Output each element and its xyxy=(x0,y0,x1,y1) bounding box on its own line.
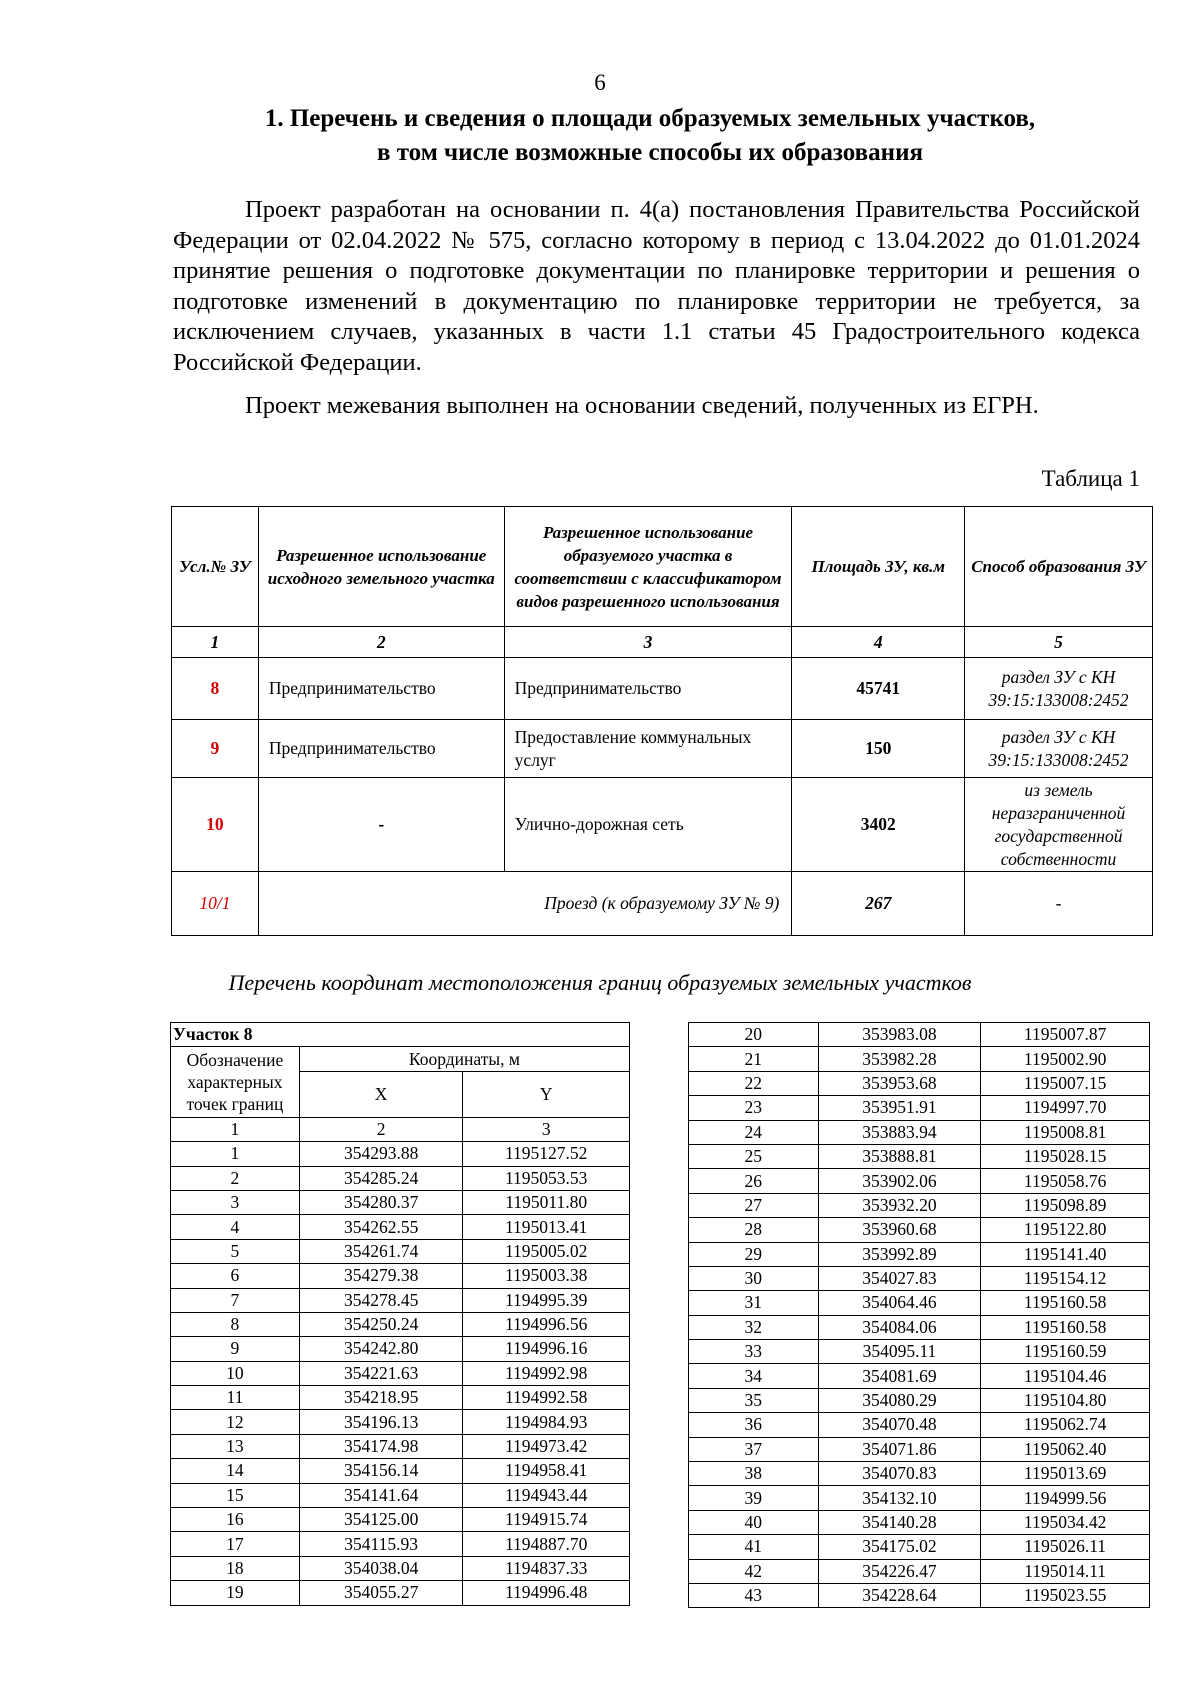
coord-row xyxy=(689,1486,1150,1510)
paragraph-basis: Проект разработан на основании п. 4(а) постановления Правительства Российской Федерации от 02.04.2022 № 575, согласно которому в период с 13.04.2022 до 01.01.2024 принятие решения о подготовке документации по планировке территории и решения о подготовке изменений в документацию по планировке территории не требуется, за исключением случаев, указанных в части 1.1 статьи 45 Градостроительного кодекса Российской Федерации. xyxy=(173,196,1140,376)
coord-row xyxy=(171,1508,630,1532)
coord-y: 1195034.42 xyxy=(981,1510,1150,1534)
coord-row xyxy=(171,1483,630,1507)
point-number: 41 xyxy=(689,1535,819,1559)
coord-x: 354156.14 xyxy=(299,1459,463,1483)
point-number: 3 xyxy=(171,1190,300,1214)
coord-row xyxy=(171,1581,630,1605)
point-number: 15 xyxy=(171,1483,300,1507)
coord-y: 1194999.56 xyxy=(981,1486,1150,1510)
coord-row xyxy=(689,1413,1150,1437)
coord-y: 1195141.40 xyxy=(981,1242,1150,1266)
point-number: 29 xyxy=(689,1242,819,1266)
coord-x: 354174.98 xyxy=(299,1434,463,1458)
coord-x: 353992.89 xyxy=(818,1242,981,1266)
coord-row xyxy=(689,1023,1150,1047)
point-number: 11 xyxy=(171,1386,300,1410)
header-point: Обозначение характерных точек границ xyxy=(171,1047,300,1117)
coord-y: 1194887.70 xyxy=(463,1532,630,1556)
point-number: 39 xyxy=(689,1486,819,1510)
index-cell: 1 xyxy=(172,627,259,658)
formation-way: - xyxy=(965,872,1153,936)
coord-y: 1195058.76 xyxy=(981,1169,1150,1193)
index-cell: 2 xyxy=(299,1117,463,1141)
table-row xyxy=(172,720,1153,778)
plot-number: 8 xyxy=(172,658,259,720)
coord-y: 1195028.15 xyxy=(981,1144,1150,1168)
point-number: 40 xyxy=(689,1510,819,1534)
coord-y: 1195098.89 xyxy=(981,1193,1150,1217)
coord-y: 1195127.52 xyxy=(463,1142,630,1166)
table-index-row xyxy=(172,627,1153,658)
point-number: 22 xyxy=(689,1071,819,1095)
header-x: X xyxy=(299,1071,463,1117)
coord-x: 354115.93 xyxy=(299,1532,463,1556)
index-cell: 5 xyxy=(965,627,1153,658)
point-number: 23 xyxy=(689,1096,819,1120)
table-header-row xyxy=(172,507,1153,627)
coord-x: 354070.83 xyxy=(818,1462,981,1486)
new-use: Предоставление коммунальных услуг xyxy=(504,720,792,778)
point-number: 42 xyxy=(689,1559,819,1583)
plot-number: 9 xyxy=(172,720,259,778)
coord-x: 354132.10 xyxy=(818,1486,981,1510)
coord-y: 1195053.53 xyxy=(463,1166,630,1190)
coord-y: 1194996.16 xyxy=(463,1337,630,1361)
formation-way: раздел ЗУ с КН 39:15:133008:2452 xyxy=(965,720,1153,778)
coord-x: 354095.11 xyxy=(818,1340,981,1364)
coord-y: 1195007.87 xyxy=(981,1023,1150,1047)
coord-x: 354081.69 xyxy=(818,1364,981,1388)
point-number: 33 xyxy=(689,1340,819,1364)
coord-row xyxy=(171,1386,630,1410)
coord-x: 354218.95 xyxy=(299,1386,463,1410)
coord-row xyxy=(689,1071,1150,1095)
coord-x: 354080.29 xyxy=(818,1388,981,1412)
plot-caption: Участок 8 xyxy=(171,1023,630,1047)
point-number: 36 xyxy=(689,1413,819,1437)
point-number: 17 xyxy=(171,1532,300,1556)
coord-x: 354242.80 xyxy=(299,1337,463,1361)
coord-x: 353932.20 xyxy=(818,1193,981,1217)
point-number: 1 xyxy=(171,1142,300,1166)
coord-y: 1194992.58 xyxy=(463,1386,630,1410)
point-number: 4 xyxy=(171,1215,300,1239)
coord-y: 1195104.46 xyxy=(981,1364,1150,1388)
coord-x: 353960.68 xyxy=(818,1218,981,1242)
coord-x: 354038.04 xyxy=(299,1556,463,1580)
coord-y: 1195003.38 xyxy=(463,1264,630,1288)
point-number: 35 xyxy=(689,1388,819,1412)
coord-y: 1195104.80 xyxy=(981,1388,1150,1412)
point-number: 8 xyxy=(171,1312,300,1336)
coord-y: 1195013.69 xyxy=(981,1462,1150,1486)
coord-y: 1195023.55 xyxy=(981,1583,1150,1607)
coord-row xyxy=(171,1288,630,1312)
coord-x: 354285.24 xyxy=(299,1166,463,1190)
table-label: Таблица 1 xyxy=(1041,466,1140,491)
coord-row xyxy=(689,1315,1150,1339)
header-coords: Координаты, м xyxy=(299,1047,629,1071)
coord-row xyxy=(689,1510,1150,1534)
coord-row xyxy=(171,1190,630,1214)
coord-row xyxy=(689,1388,1150,1412)
coord-y: 1195005.02 xyxy=(463,1239,630,1263)
coord-y: 1194997.70 xyxy=(981,1096,1150,1120)
plot-caption-row xyxy=(171,1023,630,1047)
coord-row xyxy=(689,1437,1150,1461)
coord-row xyxy=(689,1559,1150,1583)
coord-row xyxy=(689,1047,1150,1071)
coord-row xyxy=(689,1169,1150,1193)
coord-x: 354278.45 xyxy=(299,1288,463,1312)
point-number: 30 xyxy=(689,1266,819,1290)
table-row xyxy=(172,778,1153,872)
point-number: 25 xyxy=(689,1144,819,1168)
coord-x: 353983.08 xyxy=(818,1023,981,1047)
header-area: Площадь ЗУ, кв.м xyxy=(792,507,965,627)
point-number: 21 xyxy=(689,1047,819,1071)
coord-x: 354064.46 xyxy=(818,1291,981,1315)
coord-y: 1195026.11 xyxy=(981,1535,1150,1559)
point-number: 28 xyxy=(689,1218,819,1242)
point-number: 16 xyxy=(171,1508,300,1532)
point-number: 2 xyxy=(171,1166,300,1190)
table-row xyxy=(172,872,1153,936)
index-cell: 3 xyxy=(463,1117,630,1141)
coord-y: 1195011.80 xyxy=(463,1190,630,1214)
heading-line-1: 1. Перечень и сведения о площади образуемых земельных участков, xyxy=(264,105,1036,132)
header-formation-way: Способ образования ЗУ xyxy=(965,507,1153,627)
coord-x: 354071.86 xyxy=(818,1437,981,1461)
coords-table-left xyxy=(170,1022,630,1606)
merged-use: Проезд (к образуемому ЗУ № 9) xyxy=(258,872,792,936)
index-cell: 3 xyxy=(504,627,792,658)
header-plot-number: Усл.№ ЗУ xyxy=(172,507,259,627)
coord-y: 1195122.80 xyxy=(981,1218,1150,1242)
point-number: 13 xyxy=(171,1434,300,1458)
coord-x: 353883.94 xyxy=(818,1120,981,1144)
coord-y: 1195008.81 xyxy=(981,1120,1150,1144)
plot-area: 3402 xyxy=(792,778,965,872)
coord-row xyxy=(171,1361,630,1385)
point-number: 19 xyxy=(171,1581,300,1605)
coord-y: 1194996.56 xyxy=(463,1312,630,1336)
point-number: 37 xyxy=(689,1437,819,1461)
coord-y: 1194996.48 xyxy=(463,1581,630,1605)
source-use: - xyxy=(258,778,504,872)
coord-x: 354293.88 xyxy=(299,1142,463,1166)
point-number: 14 xyxy=(171,1459,300,1483)
header-new-use: Разрешенное использование образуемого участка в соответствии с классификатором видов разрешенного использования xyxy=(504,507,792,627)
coord-y: 1195014.11 xyxy=(981,1559,1150,1583)
coord-row xyxy=(171,1215,630,1239)
point-number: 7 xyxy=(171,1288,300,1312)
coord-x: 354228.64 xyxy=(818,1583,981,1607)
coord-row xyxy=(689,1364,1150,1388)
point-number: 12 xyxy=(171,1410,300,1434)
coord-y: 1194973.42 xyxy=(463,1434,630,1458)
section-heading xyxy=(160,102,1140,170)
coord-y: 1194958.41 xyxy=(463,1459,630,1483)
header-y: Y xyxy=(463,1071,630,1117)
coord-row xyxy=(689,1193,1150,1217)
coord-y: 1195160.58 xyxy=(981,1315,1150,1339)
coord-row xyxy=(689,1535,1150,1559)
point-number: 18 xyxy=(171,1556,300,1580)
coord-x: 354221.63 xyxy=(299,1361,463,1385)
coord-x: 354196.13 xyxy=(299,1410,463,1434)
coord-row xyxy=(689,1266,1150,1290)
coord-x: 353888.81 xyxy=(818,1144,981,1168)
coord-row xyxy=(171,1532,630,1556)
coord-x: 354140.28 xyxy=(818,1510,981,1534)
coord-y: 1194837.33 xyxy=(463,1556,630,1580)
coord-x: 354084.06 xyxy=(818,1315,981,1339)
formation-way: из земель неразграниченной государственной собственности xyxy=(965,778,1153,872)
source-use: Предпринимательство xyxy=(258,658,504,720)
coord-x: 354280.37 xyxy=(299,1190,463,1214)
point-number: 43 xyxy=(689,1583,819,1607)
coords-header-row xyxy=(171,1047,630,1071)
point-number: 27 xyxy=(689,1193,819,1217)
plot-area: 267 xyxy=(792,872,965,936)
coord-x: 354262.55 xyxy=(299,1215,463,1239)
coord-row xyxy=(689,1144,1150,1168)
coord-x: 353951.91 xyxy=(818,1096,981,1120)
coord-y: 1195002.90 xyxy=(981,1047,1150,1071)
point-number: 32 xyxy=(689,1315,819,1339)
coord-y: 1194943.44 xyxy=(463,1483,630,1507)
coord-row xyxy=(689,1096,1150,1120)
coord-row xyxy=(689,1340,1150,1364)
plot-number: 10/1 xyxy=(172,872,259,936)
coord-x: 354175.02 xyxy=(818,1535,981,1559)
coord-x: 353982.28 xyxy=(818,1047,981,1071)
index-cell: 1 xyxy=(171,1117,300,1141)
coord-y: 1194984.93 xyxy=(463,1410,630,1434)
coord-row xyxy=(689,1218,1150,1242)
coords-table-right xyxy=(688,1022,1150,1608)
point-number: 5 xyxy=(171,1239,300,1263)
coord-x: 354027.83 xyxy=(818,1266,981,1290)
new-use: Улично-дорожная сеть xyxy=(504,778,792,872)
coord-x: 354070.48 xyxy=(818,1413,981,1437)
coords-index-row xyxy=(171,1117,630,1141)
coord-row xyxy=(171,1337,630,1361)
coord-y: 1195062.40 xyxy=(981,1437,1150,1461)
coord-x: 353953.68 xyxy=(818,1071,981,1095)
coord-x: 353902.06 xyxy=(818,1169,981,1193)
plot-area: 45741 xyxy=(792,658,965,720)
coord-y: 1194995.39 xyxy=(463,1288,630,1312)
coord-y: 1194992.98 xyxy=(463,1361,630,1385)
point-number: 10 xyxy=(171,1361,300,1385)
coords-right-body xyxy=(689,1023,1150,1608)
source-use: Предпринимательство xyxy=(258,720,504,778)
index-cell: 4 xyxy=(792,627,965,658)
coord-row xyxy=(171,1166,630,1190)
coord-row xyxy=(689,1120,1150,1144)
plot-number: 10 xyxy=(172,778,259,872)
coord-row xyxy=(689,1462,1150,1486)
coord-row xyxy=(171,1410,630,1434)
paragraph-egrn: Проект межевания выполнен на основании сведений, полученных из ЕГРН. xyxy=(245,392,1039,419)
page-number: 6 xyxy=(594,70,606,95)
point-number: 38 xyxy=(689,1462,819,1486)
coord-row xyxy=(171,1459,630,1483)
coord-x: 354261.74 xyxy=(299,1239,463,1263)
point-number: 24 xyxy=(689,1120,819,1144)
formation-way: раздел ЗУ с КН 39:15:133008:2452 xyxy=(965,658,1153,720)
coord-x: 354055.27 xyxy=(299,1581,463,1605)
coord-row xyxy=(171,1556,630,1580)
point-number: 26 xyxy=(689,1169,819,1193)
point-number: 31 xyxy=(689,1291,819,1315)
plot-area: 150 xyxy=(792,720,965,778)
coord-row xyxy=(171,1312,630,1336)
coord-x: 354226.47 xyxy=(818,1559,981,1583)
coord-row xyxy=(171,1264,630,1288)
coord-row xyxy=(689,1242,1150,1266)
coord-x: 354125.00 xyxy=(299,1508,463,1532)
land-plots-table xyxy=(171,506,1153,936)
coord-row xyxy=(689,1583,1150,1607)
point-number: 9 xyxy=(171,1337,300,1361)
coord-y: 1195160.58 xyxy=(981,1291,1150,1315)
coord-x: 354141.64 xyxy=(299,1483,463,1507)
coord-row xyxy=(689,1291,1150,1315)
coord-row xyxy=(171,1239,630,1263)
new-use: Предпринимательство xyxy=(504,658,792,720)
coord-y: 1195160.59 xyxy=(981,1340,1150,1364)
coords-caption: Перечень координат местоположения границ образуемых земельных участков xyxy=(228,970,972,995)
coord-y: 1195013.41 xyxy=(463,1215,630,1239)
point-number: 20 xyxy=(689,1023,819,1047)
coord-y: 1195062.74 xyxy=(981,1413,1150,1437)
coord-row xyxy=(171,1434,630,1458)
coord-row xyxy=(171,1142,630,1166)
coord-x: 354250.24 xyxy=(299,1312,463,1336)
coords-left-body xyxy=(171,1142,630,1605)
point-number: 6 xyxy=(171,1264,300,1288)
table-row xyxy=(172,658,1153,720)
coord-y: 1195007.15 xyxy=(981,1071,1150,1095)
coord-y: 1195154.12 xyxy=(981,1266,1150,1290)
point-number: 34 xyxy=(689,1364,819,1388)
index-cell: 2 xyxy=(258,627,504,658)
heading-line-2: в том числе возможные способы их образования xyxy=(376,139,923,166)
coord-y: 1194915.74 xyxy=(463,1508,630,1532)
header-source-use: Разрешенное использование исходного земельного участка xyxy=(258,507,504,627)
coord-x: 354279.38 xyxy=(299,1264,463,1288)
